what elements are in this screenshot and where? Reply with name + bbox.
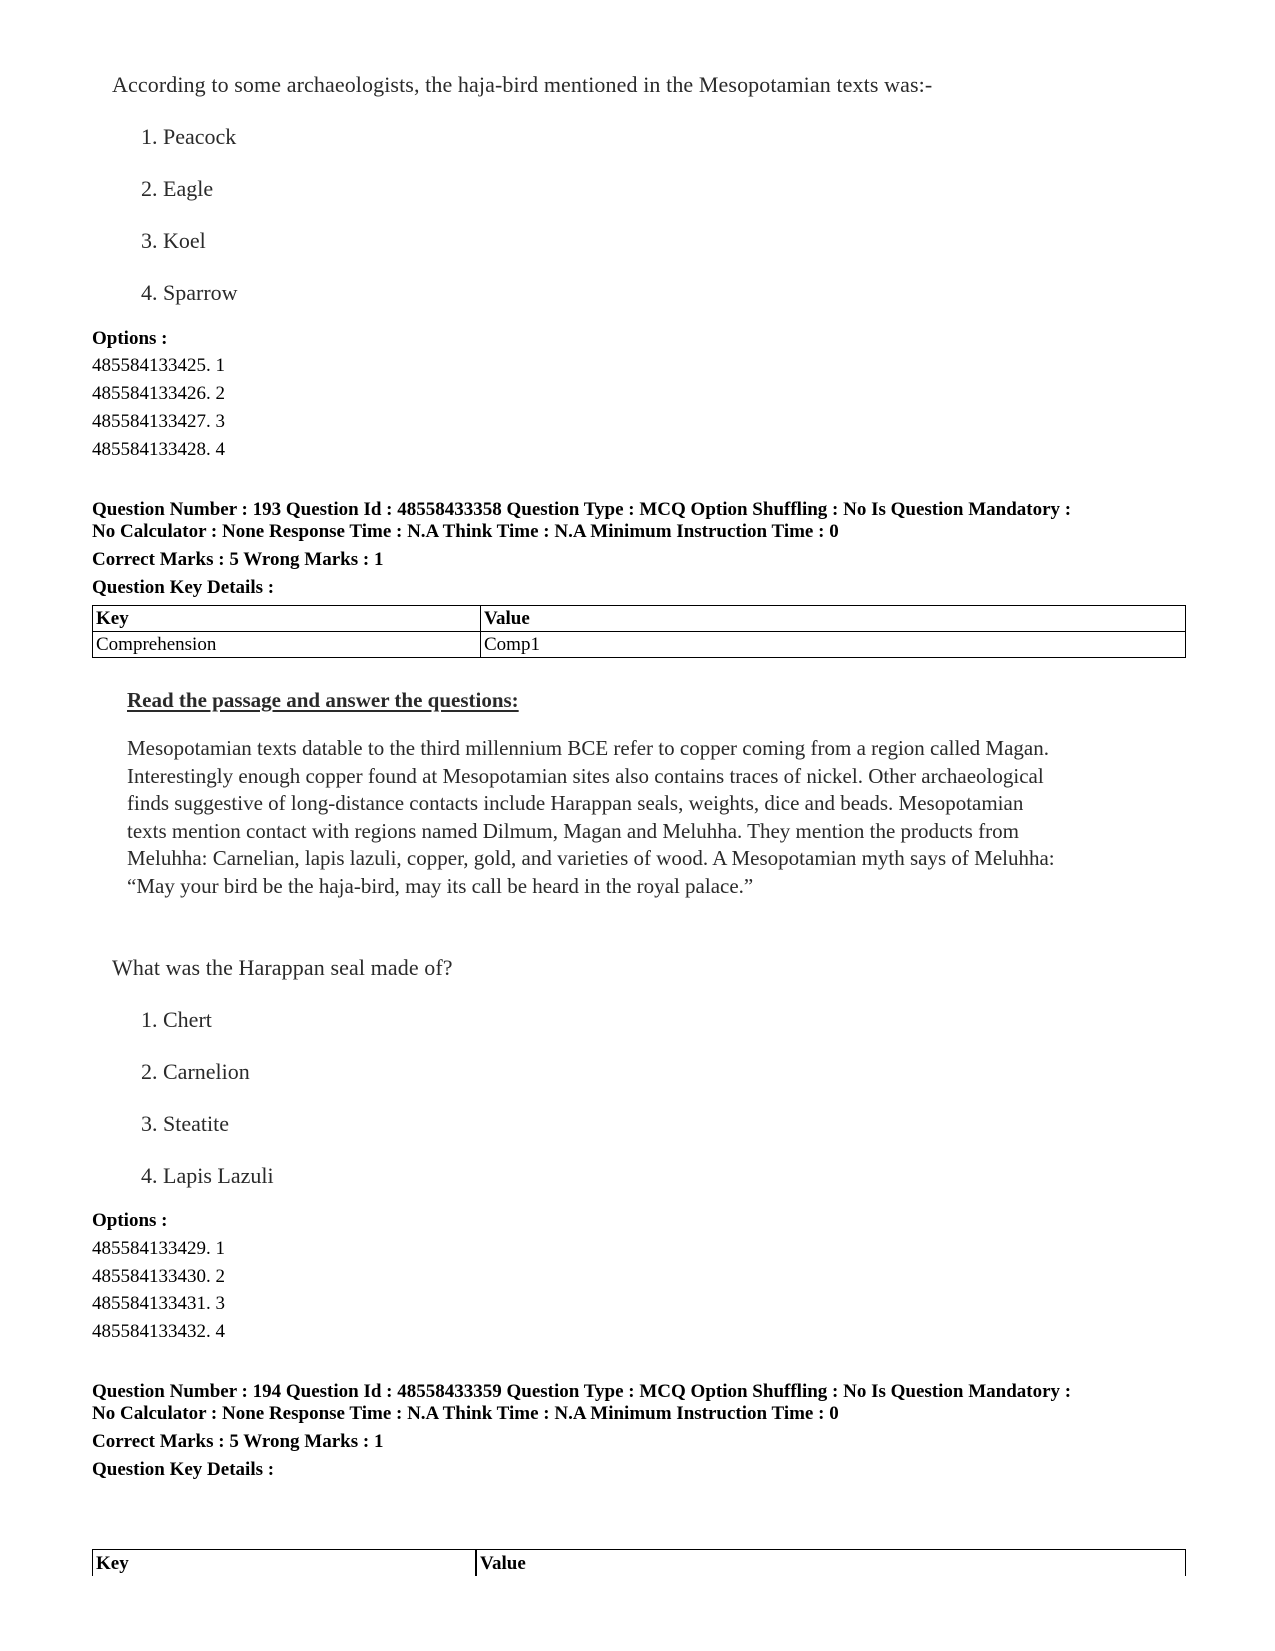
question-194-meta-line-2: No Calculator : None Response Time : N.A Think Time : N.A Minimum Instruction Time : 0 [92, 1403, 839, 1424]
option-id-line: 485584133426. 2 [92, 383, 225, 404]
question-193-stem: What was the Harappan seal made of? [112, 955, 453, 980]
question-193-key-table [92, 605, 1186, 658]
key-table-header-key: Key [93, 606, 481, 632]
question-192-choice-4: 4. Sparrow [141, 280, 238, 305]
question-192-stem: According to some archaeologists, the haja-bird mentioned in the Mesopotamian texts was:- [112, 72, 933, 97]
options-title: Options : [92, 328, 168, 349]
question-193-meta-line-2: No Calculator : None Response Time : N.A Think Time : N.A Minimum Instruction Time : 0 [92, 521, 839, 542]
comprehension-passage [127, 735, 1177, 900]
passage-line: Mesopotamian texts datable to the third millennium BCE refer to copper coming from a region called Magan. [127, 736, 1049, 760]
passage-heading: Read the passage and answer the questions: [127, 688, 519, 712]
key-table-cell-value: Comp1 [481, 632, 1186, 658]
option-id-line: 485584133429. 1 [92, 1238, 225, 1259]
question-194-marks: Correct Marks : 5 Wrong Marks : 1 [92, 1431, 384, 1452]
key-table-row [93, 632, 1186, 658]
option-id-line: 485584133430. 2 [92, 1266, 225, 1287]
option-id-line: 485584133427. 3 [92, 411, 225, 432]
question-193-choice-2: 2. Carnelion [141, 1059, 250, 1084]
option-id-line: 485584133425. 1 [92, 355, 225, 376]
question-193-choice-4: 4. Lapis Lazuli [141, 1163, 274, 1188]
option-id-line: 485584133431. 3 [92, 1293, 225, 1314]
option-id-line: 485584133432. 4 [92, 1321, 225, 1342]
key-table-cell-key: Comprehension [93, 632, 481, 658]
question-193-marks: Correct Marks : 5 Wrong Marks : 1 [92, 549, 384, 570]
question-193-choice-3: 3. Steatite [141, 1111, 229, 1136]
question-193-meta-line-1: Question Number : 193 Question Id : 48558433358 Question Type : MCQ Option Shuffling : No Is Question Mandatory : [92, 499, 1072, 520]
key-table-header-value: Value [481, 606, 1186, 632]
key-table-header-value: Value [480, 1553, 526, 1574]
options-title: Options : [92, 1210, 168, 1231]
question-193-key-details-title: Question Key Details : [92, 577, 275, 598]
passage-line: “May your bird be the haja-bird, may its call be heard in the royal palace.” [127, 873, 754, 898]
passage-line: Meluhha: Carnelian, lapis lazuli, copper, gold, and varieties of wood. A Mesopotamian myth says of Meluhha: [127, 846, 1055, 870]
key-table-header-row [93, 606, 1186, 632]
question-194-key-table [92, 1549, 1186, 1576]
key-table-header-key: Key [96, 1553, 129, 1574]
question-192-choice-1: 1. Peacock [141, 124, 237, 149]
passage-line: finds suggestive of long-distance contacts include Harappan seals, weights, dice and beads. Mesopotamian [127, 791, 1024, 815]
passage-line: texts mention contact with regions named Dilmum, Magan and Meluhha. They mention the products from [127, 818, 1019, 843]
option-id-line: 485584133428. 4 [92, 439, 225, 460]
question-194-meta-line-1: Question Number : 194 Question Id : 48558433359 Question Type : MCQ Option Shuffling : No Is Question Mandatory : [92, 1381, 1072, 1402]
table-divider [475, 1550, 477, 1576]
question-194-key-details-title: Question Key Details : [92, 1459, 275, 1480]
question-192-choice-2: 2. Eagle [141, 176, 214, 201]
question-193-choice-1: 1. Chert [141, 1007, 212, 1032]
question-192-choice-3: 3. Koel [141, 228, 206, 253]
passage-line: Interestingly enough copper found at Mesopotamian sites also contains traces of nickel. Other archaeological [127, 763, 1044, 788]
